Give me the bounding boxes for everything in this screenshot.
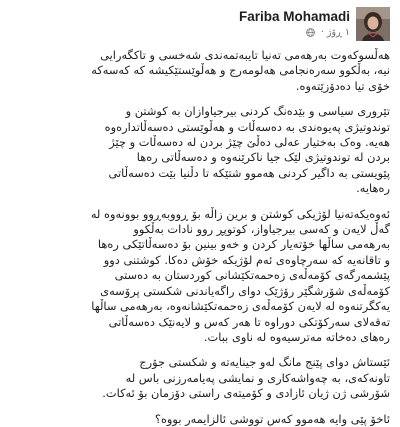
post-text (10, 48, 390, 427)
avatar-photo (356, 7, 390, 41)
post-line: و تاقانەیە کە سەرچاوەی ئەم لۆژیکە خۆش دەکا. کوشتنی دوو (103, 252, 390, 267)
post-line: تێروری سیاسی و بێدەنگ کردنی بیرجیاوازان بە کوشتن و (125, 104, 390, 119)
post-paragraph-4 (12, 355, 390, 401)
post-line: پێشمەرگەی کۆمەڵەی زەحمەتکێشانی کوردستان بە دەستی (114, 268, 390, 283)
post-line: تاونەکەی، بە چەواشەکاری و نمایشی پەیامەرزنی باس لە (125, 370, 390, 385)
post-line: کۆمەڵەی شۆرشگێر رۆژێک دوای راگەیاندنی شکستی پرۆسەی (100, 283, 390, 298)
post-line: بردن لە توندوتیژی لێک جیا ناکرێنەوە و دەسەڵاتی رەها (136, 150, 390, 165)
author-block (239, 9, 350, 39)
post-line: پێویستی بە داگیر کردنی هەموو شتێکە تا دڵنیا بێت دەسەڵاتی (108, 165, 390, 180)
post-line: توندوتیژی پەیوەندی بە دەسەڵات و هەڵوێستی دەسەڵاتدارەوە (104, 119, 390, 134)
post-line: شۆرشی ژن ژیان ئازادی و کۆمیتەی راستی دۆزمان بۆ ئەکات. (102, 386, 390, 401)
post-line: بەرهەمی ساڵها خۆتەیار کردن و خەو بینین بۆ دەسەڵاتێکی رەها (97, 237, 390, 252)
post-paragraph-2 (12, 104, 390, 196)
post-line: ئاخۆ پێی وایە هەموو کەس تووشی ئالزایمەر بووە؟ (154, 411, 390, 426)
post-paragraph-5 (12, 412, 390, 427)
post-line: هەڵسوکەوت بەرهەمی تەنیا تایبەتمەندی شەخسی و تاکگەرایی (100, 48, 390, 62)
post-header (10, 6, 390, 42)
globe-icon[interactable] (306, 28, 315, 37)
post-line: ئێستاش دوای پێنج مانگ لەو جینایەتە و شکستی جۆرج (139, 355, 390, 370)
meta-separator: · (320, 27, 324, 38)
post-line: رەهایە. (356, 181, 390, 196)
post-timestamp[interactable]: ١ ڕۆژ (326, 27, 350, 38)
author-avatar[interactable] (356, 7, 390, 41)
post-paragraph-1 (12, 48, 390, 94)
post-line: نیە، بەڵکوو سەرەنجامی هەلومەرج و هەڵوێستێکیشە کە کەسەکە (91, 63, 390, 78)
post-line: یەکگرتنەوە لە لایەن کۆمەڵەی زەحمەتکێشانەوە، بەرهەمی ساڵها (91, 299, 390, 314)
post-line: هەیە. وەک بەختیار عەلی دەڵێ چێژ بردن لە دەسەڵات و چێژ (109, 135, 390, 150)
post-line: ئەوەیکەتەنیا لۆژیکی کوشتن و برین زاڵە بۆ ڕووبەڕوو بوونەوە لە (90, 206, 390, 221)
author-name[interactable]: Fariba Mohamadi (238, 9, 350, 24)
post-line: تەقەلای سەرکۆتکی دوراوە تا هەر کەس و لایەنێک دەسەڵاتی (108, 314, 390, 329)
post-paragraph-3 (12, 207, 390, 346)
post-line: گەڵ لایەن و کەسی بیرجیاواز، کوتوپڕ روو نادات بەڵکوو (133, 222, 390, 237)
post-line: رەهای دەخاتە مەترسیەوە لە ناوی ببات. (203, 329, 390, 344)
post-meta (306, 26, 350, 39)
post-line: خۆی تیا دەدۆزێتەوە. (295, 78, 390, 93)
